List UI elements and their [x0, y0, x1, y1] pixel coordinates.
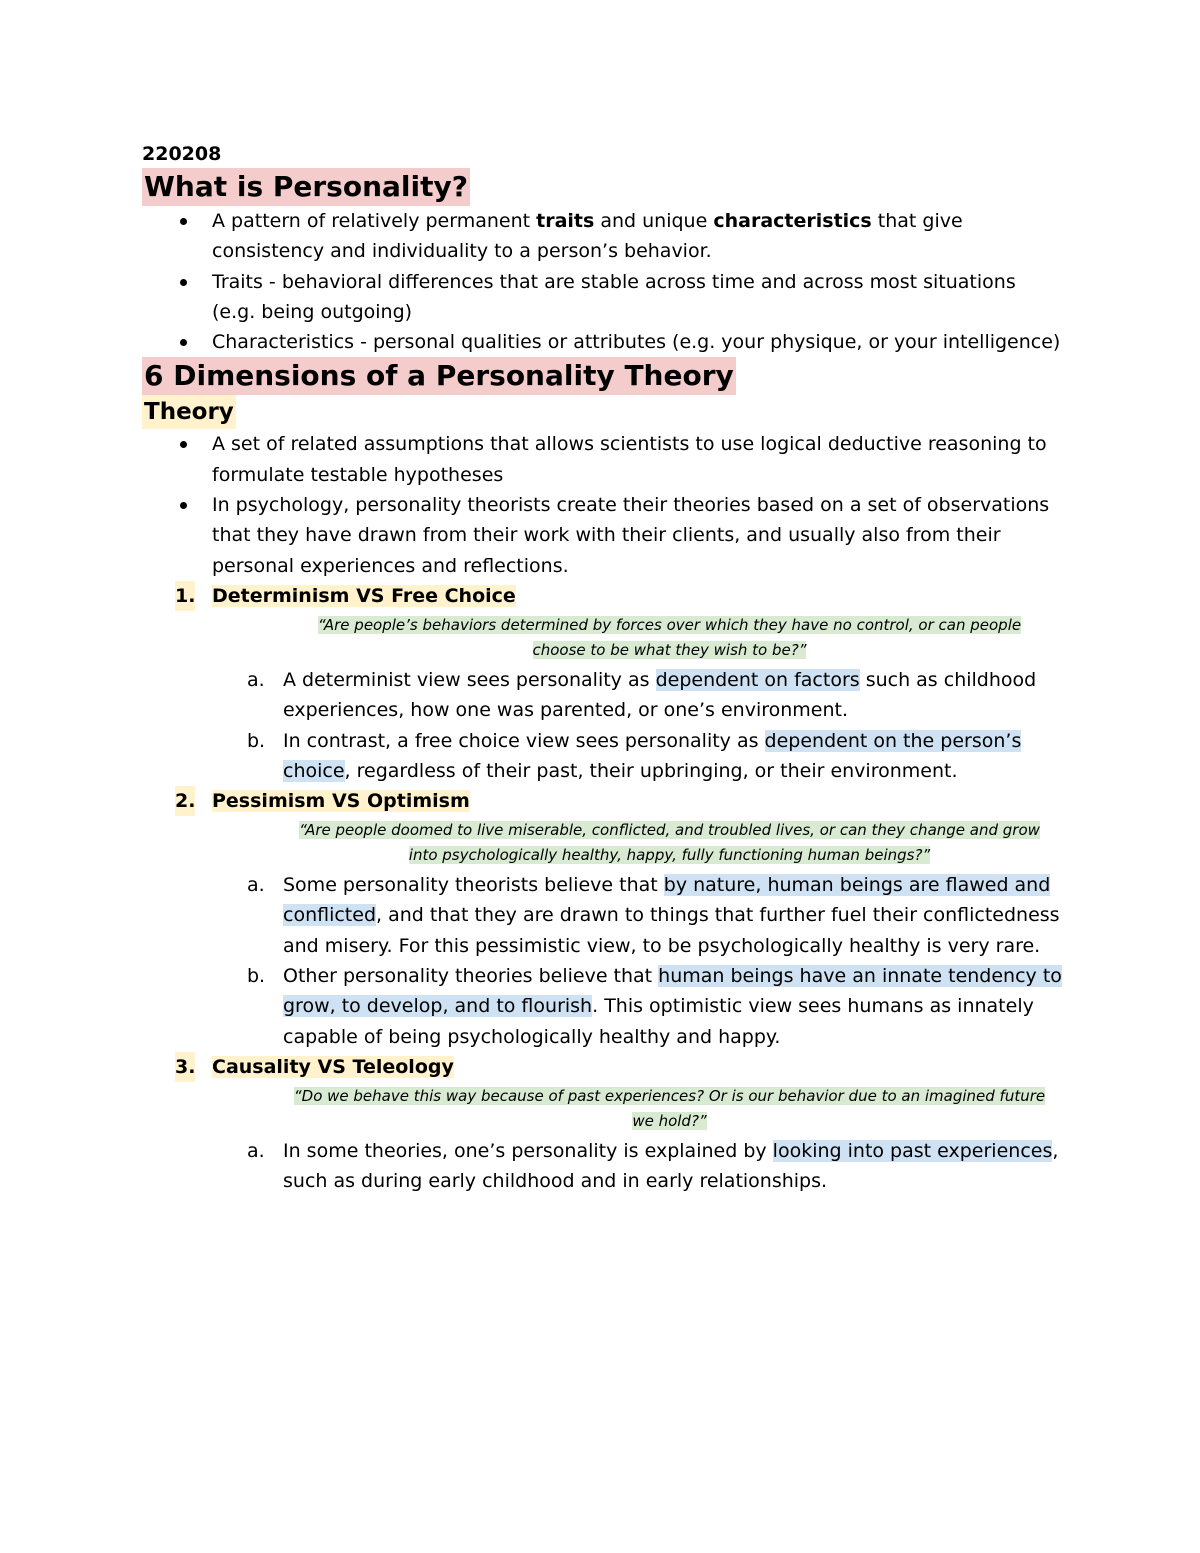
list-item: Characteristics - personal qualities or attributes (e.g. your physique, or your intelligence) [142, 327, 1062, 357]
list-item: A pattern of relatively permanent traits and unique characteristics that give consistency and individuality to a person’s behavior. [142, 206, 1062, 267]
key-phrase: dependent on factors [655, 668, 860, 691]
dimension-title: Causality VS Teleology [212, 1055, 454, 1078]
list-item: b. In contrast, a free choice view sees personality as dependent on the person’s choice, regardless of their past, their upbringing, or their environment. [247, 729, 1022, 782]
key-phrase: by nature, human beings are flawed and conflicted [283, 874, 1051, 927]
dimension-number: 3. [175, 1052, 195, 1082]
dimension-2-heading [142, 786, 1062, 816]
key-phrase: dependent on the person’s choice [283, 729, 1022, 782]
list-item: Traits - behavioral differences that are stable across time and across most situations (e.g. being outgoing) [142, 267, 1062, 328]
key-phrase: human beings have an innate tendency to grow, to develop, and to flourish [283, 965, 1062, 1018]
document-body [142, 140, 1062, 1197]
list-item: a. A determinist view sees personality as dependent on factors such as childhood experiences, how one was parented, or one’s environment. [247, 668, 1037, 722]
dimension-1-quote: “Are people’s behaviors determined by forces over which they have no control, or can people choose to be what they wish to be?” [317, 615, 1022, 659]
heading-six-dimensions: 6 Dimensions of a Personality Theory [142, 357, 736, 395]
dimension-title: Determinism VS Free Choice [212, 584, 516, 607]
dimension-number: 1. [175, 581, 195, 611]
dimension-3-list [142, 1136, 1062, 1197]
list-item: In psychology, personality theorists create their theories based on a set of observations that they have drawn from their work with their clients, and usually also from their personal experiences and reflections. [142, 490, 1062, 581]
list-item: b. Other personality theories believe that human beings have an innate tendency to grow, to develop, and to flourish. This optimistic view sees humans as innately capable of being psychologically healthy and happy. [247, 965, 1062, 1048]
dimension-number: 2. [175, 786, 195, 816]
date-label: 220208 [142, 143, 222, 165]
dimension-2-quote: “Are people doomed to live miserable, conflicted, and troubled lives, or can they change and grow into psychologically healthy, happy, fully functioning human beings?” [299, 821, 1040, 865]
list-item: a. Some personality theorists believe that by nature, human beings are flawed and conflicted, and that they are drawn to things that further fuel their conflictedness and misery. For this pessimistic view, to be psychologically healthy is very rare. [247, 874, 1060, 957]
dimension-3-heading [142, 1052, 1062, 1082]
dimension-1-list [142, 665, 1062, 786]
personality-bullet-list [142, 206, 1062, 357]
dimension-1-heading [142, 581, 1062, 611]
heading-what-is-personality: What is Personality? [142, 168, 470, 206]
subheading-theory: Theory [142, 395, 236, 429]
key-phrase: looking into past experiences [772, 1139, 1053, 1162]
dimension-title: Pessimism VS Optimism [212, 790, 470, 813]
dimension-2-list [142, 870, 1062, 1052]
bold-term-characteristics: characteristics [713, 210, 872, 232]
dimension-3-quote: “Do we behave this way because of past experiences? Or is our behavior due to an imagined future we hold?” [293, 1086, 1046, 1130]
list-item: A set of related assumptions that allows scientists to use logical deductive reasoning to formulate testable hypotheses [142, 429, 1062, 490]
bold-term-traits: traits [536, 210, 595, 232]
list-item: a. In some theories, one’s personality is explained by looking into past experiences, such as during early childhood and in early relationships. [247, 1139, 1059, 1193]
theory-bullet-list [142, 429, 1062, 580]
